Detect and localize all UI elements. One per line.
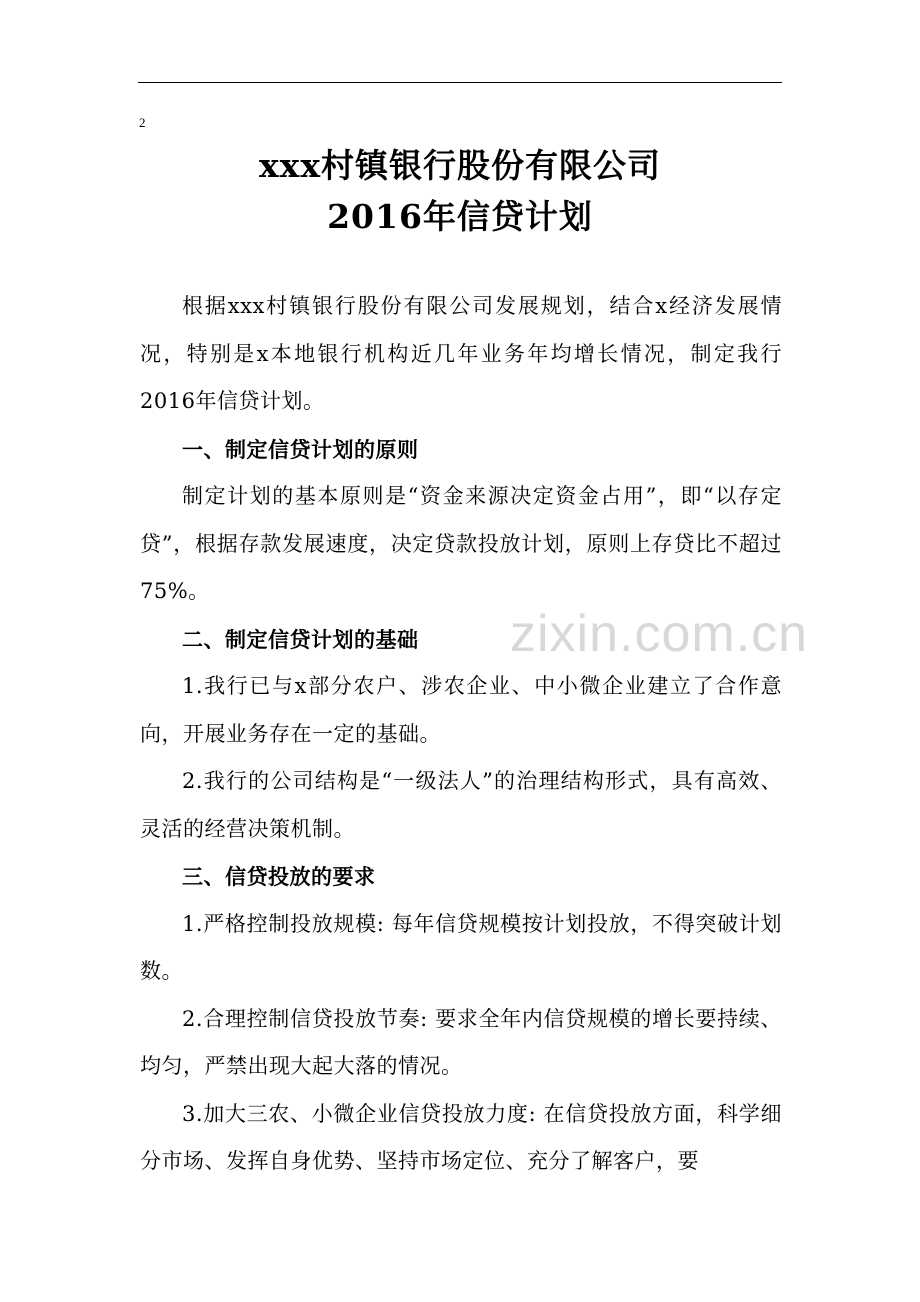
paragraph: 3.加大三农、小微企业信贷投放力度: 在信贷投放方面，科学细分市场、发挥自身优势、坚持市场定位、充分了解客户，要 bbox=[140, 1101, 782, 1173]
section-heading-1: 一、制定信贷计划的原则 bbox=[182, 436, 419, 462]
header-rule bbox=[138, 82, 782, 83]
watermark: zixin.com.cn bbox=[510, 605, 809, 663]
paragraph: 1.严格控制投放规模: 每年信贷规模按计划投放，不得突破计划数。 bbox=[140, 911, 782, 983]
paragraph: 2.我行的公司结构是“一级法人”的治理结构形式，具有高效、灵活的经营决策机制。 bbox=[140, 769, 782, 841]
paragraph: 2.合理控制信贷投放节奏: 要求全年内信贷规模的增长要持续、均匀，严禁出现大起大落的情况。 bbox=[140, 1006, 782, 1078]
section-heading-3: 三、信贷投放的要求 bbox=[182, 864, 376, 889]
intro-paragraph: 根据xxx村镇银行股份有限公司发展规划，结合x经济发展情况，特别是x本地银行机构近几年业务年均增长情况，制定我行2016年信贷计划。 bbox=[140, 294, 782, 413]
document-body bbox=[140, 283, 782, 1186]
document-title-line1: xxx村镇银行股份有限公司 bbox=[258, 146, 662, 185]
paragraph: 制定计划的基本原则是“资金来源决定资金占用”，即“以存定贷”，根据存款发展速度，决定贷款投放计划，原则上存贷比不超过75%。 bbox=[140, 484, 782, 603]
document-title-line2: 2016年信贷计划 bbox=[327, 197, 593, 236]
paragraph: 1.我行已与x部分农户、涉农企业、中小微企业建立了合作意向，开展业务存在一定的基础。 bbox=[140, 674, 782, 746]
section-heading-2: 二、制定信贷计划的基础 bbox=[182, 626, 419, 652]
page-number: 2 bbox=[139, 115, 146, 130]
